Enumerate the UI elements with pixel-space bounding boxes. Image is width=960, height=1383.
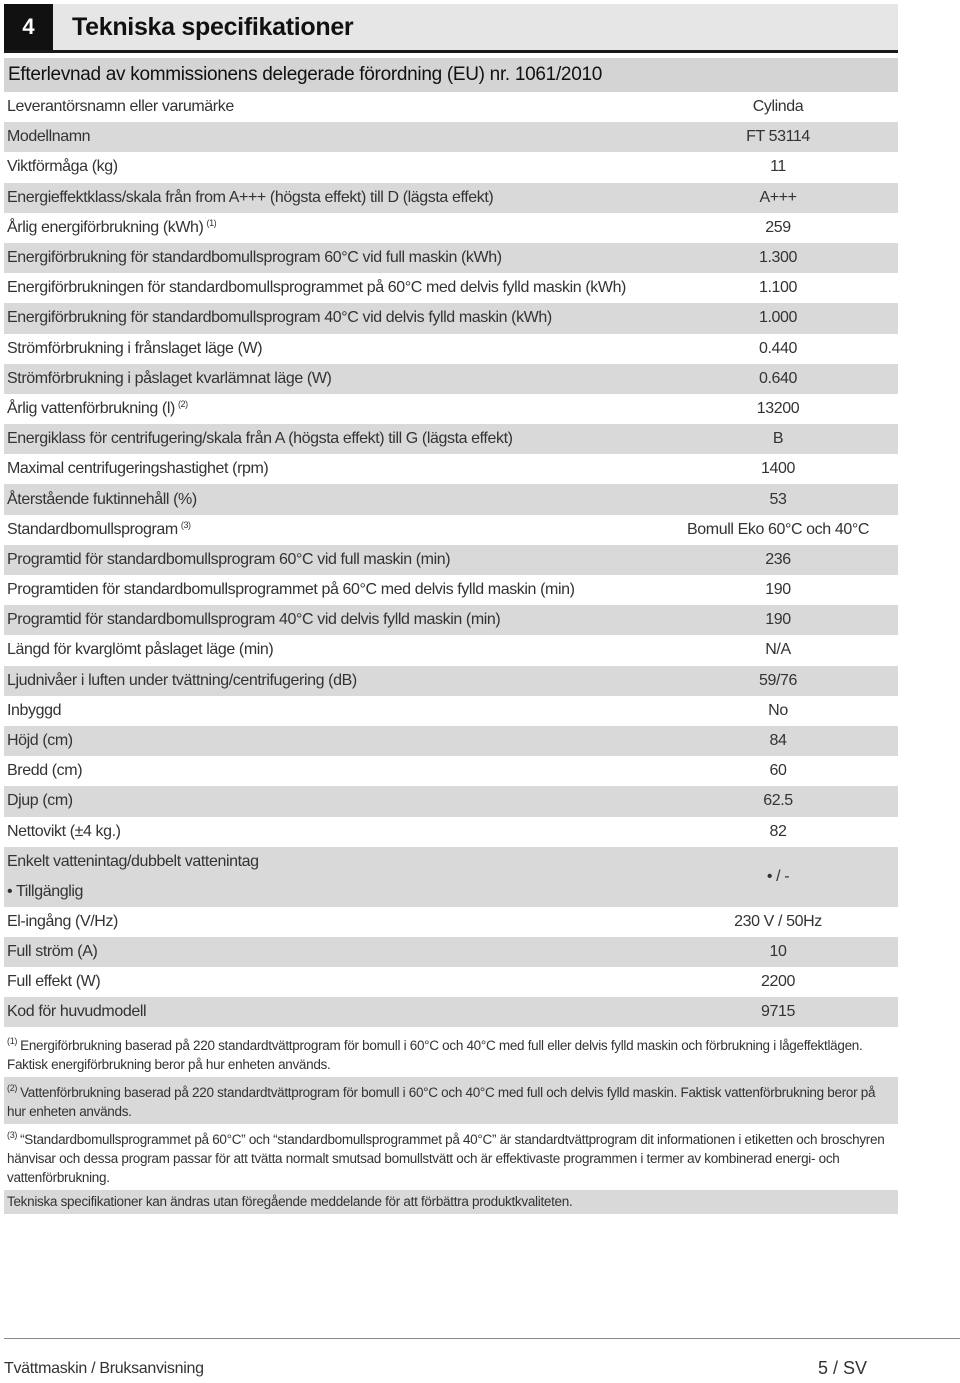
- footnote: [4, 1077, 898, 1124]
- spec-row: [4, 817, 898, 847]
- spec-label: [4, 98, 658, 116]
- footnote-marker: (2): [7, 1083, 18, 1094]
- spec-label: [4, 249, 658, 267]
- spec-label: [4, 762, 658, 780]
- spec-label: [4, 581, 658, 599]
- spec-value: 1.300: [758, 249, 798, 267]
- spec-label: [4, 279, 658, 297]
- footnote-marker: (3): [7, 1130, 18, 1141]
- spec-label: [4, 973, 658, 991]
- spec-label-line: Enkelt vattenintag/dubbelt vattenintag: [7, 852, 259, 870]
- spec-row: [4, 635, 898, 665]
- spec-label-text: Djup (cm): [7, 792, 73, 810]
- spec-value: 1.100: [758, 279, 798, 297]
- spec-value: 0.640: [758, 369, 798, 387]
- footnote: [4, 1124, 898, 1190]
- spec-row: [4, 726, 898, 756]
- spec-row: [4, 424, 898, 454]
- footnote-marker: (1): [7, 1036, 18, 1047]
- footnote-ref: (3): [180, 520, 191, 531]
- spec-row: [4, 183, 898, 213]
- spec-sublabel: • Tillgänglig: [7, 882, 84, 900]
- footer-page-number: 5 / SV: [818, 1358, 868, 1378]
- footnote: [4, 1190, 898, 1214]
- spec-row: [4, 847, 898, 907]
- spec-label-text: Maximal centrifugeringshastighet (rpm): [7, 460, 269, 478]
- spec-row: [4, 394, 898, 424]
- spec-label: [4, 847, 658, 907]
- chapter-header: [4, 4, 898, 53]
- spec-label-text: Programtid för standardbomullsprogram 40°C vid delvis fylld maskin (min): [7, 611, 501, 629]
- spec-label-text: Viktförmåga (kg): [7, 158, 118, 176]
- spec-label-text: Energiförbrukning för standardbomullsprogram 60°C vid full maskin (kWh): [7, 249, 502, 267]
- spec-label: [4, 340, 658, 358]
- spec-row: [4, 605, 898, 635]
- footnote-text: Energiförbrukning baserad på 220 standardtvättprogram för bomull i 60°C och 40°C med full eller delvis fylld maskin och förbrukning i lågeffektlägen. Faktisk energiförbrukning beror på hur enheten används.: [7, 1038, 863, 1073]
- spec-value: • / -: [766, 867, 790, 885]
- spec-value: 0.440: [758, 339, 798, 357]
- spec-value: 1.000: [758, 309, 798, 327]
- regulation-banner: Efterlevnad av kommissionens delegerade förordning (EU) nr. 1061/2010: [4, 58, 898, 92]
- spec-label-text: Kod för huvudmodell: [7, 1003, 147, 1021]
- spec-label: [4, 732, 658, 750]
- spec-row: [4, 575, 898, 605]
- spec-row: [4, 454, 898, 484]
- spec-label-text: Energieffektklass/skala från from A+++ (högsta effekt) till D (lägsta effekt): [7, 188, 494, 206]
- chapter-title: Tekniska specifikationer: [72, 13, 354, 41]
- spec-value: B: [772, 430, 784, 448]
- footnote-ref: (1): [206, 218, 217, 229]
- spec-value: 9715: [761, 1003, 795, 1021]
- spec-row: [4, 364, 898, 394]
- spec-label: [4, 309, 658, 327]
- footnote-text: “Standardbomullsprogrammet på 60°C” och “standardbomullsprogrammet på 40°C” är standardtvättprogram dit informationen i etiketten och broschyren hänvisar och dessa program passar för att tvätta normalt smutsad bomullstvätt och är effektivaste programmen i termer av kombinerad energi- och vattenförbrukning.: [7, 1132, 885, 1186]
- spec-row: [4, 967, 898, 997]
- spec-value: A+++: [759, 188, 797, 206]
- spec-label: [4, 158, 658, 176]
- spec-row: [4, 907, 898, 937]
- spec-label: [4, 491, 658, 509]
- spec-value: 2200: [761, 973, 795, 991]
- spec-table: [4, 58, 898, 1214]
- spec-value: 59/76: [758, 671, 798, 689]
- spec-label: [4, 672, 658, 690]
- spec-rows: [4, 92, 898, 1027]
- spec-value: 230 V / 50Hz: [734, 912, 822, 930]
- footnote: [4, 1030, 898, 1077]
- spec-label-text: Återstående fuktinnehåll (%): [7, 490, 197, 508]
- spec-row: [4, 545, 898, 575]
- spec-label-text: El-ingång (V/Hz): [7, 912, 118, 930]
- spec-value: Bomull Eko 60°C och 40°C: [687, 520, 869, 538]
- spec-label: [4, 823, 658, 841]
- spec-label: [4, 913, 658, 931]
- spec-row: [4, 213, 898, 243]
- spec-label-text: Inbyggd: [7, 701, 62, 719]
- spec-row: [4, 152, 898, 182]
- spec-label-text: Strömförbrukning i påslaget kvarlämnat läge (W): [7, 369, 332, 387]
- spec-label-text: Nettovikt (±4 kg.): [7, 822, 121, 840]
- spec-value: 82: [769, 822, 787, 840]
- spec-label-text: Modellnamn: [7, 128, 91, 146]
- spec-label: [4, 520, 658, 539]
- spec-value: 84: [769, 732, 787, 750]
- spec-label: [4, 189, 658, 207]
- footer-divider: [4, 1338, 960, 1339]
- spec-value: No: [768, 701, 788, 719]
- spec-label: [4, 792, 658, 810]
- spec-label: [4, 641, 658, 659]
- spec-value: 259: [765, 218, 791, 236]
- spec-label-text: Strömförbrukning i frånslaget läge (W): [7, 339, 263, 357]
- spec-value: N/A: [765, 641, 791, 659]
- spec-label-text: Standardbomullsprogram: [7, 521, 178, 539]
- spec-row: [4, 334, 898, 364]
- spec-row: [4, 756, 898, 786]
- footer-manual-title: Tvättmaskin / Bruksanvisning: [4, 1360, 204, 1377]
- spec-value: 1400: [761, 460, 795, 478]
- spec-value: 190: [765, 611, 791, 629]
- spec-label: [4, 611, 658, 629]
- spec-label: [4, 943, 658, 961]
- spec-row: [4, 303, 898, 333]
- spec-value: 53: [769, 490, 787, 508]
- spec-row: [4, 484, 898, 514]
- spec-row: [4, 786, 898, 816]
- spec-row: [4, 122, 898, 152]
- footnote-text: Tekniska specifikationer kan ändras utan föregående meddelande för att förbättra produktkvaliteten.: [7, 1194, 573, 1210]
- spec-label: [4, 430, 658, 448]
- spec-row: [4, 937, 898, 967]
- spec-value: 236: [765, 550, 791, 568]
- spec-label-text: Programtiden för standardbomullsprogrammet på 60°C med delvis fylld maskin (min): [7, 581, 575, 599]
- spec-label-text: Leverantörsnamn eller varumärke: [7, 98, 234, 116]
- spec-label-text: Full effekt (W): [7, 973, 101, 991]
- spec-label: [4, 218, 658, 237]
- spec-label: [4, 128, 658, 146]
- spec-label-text: Längd för kvarglömt påslaget läge (min): [7, 641, 274, 659]
- spec-label-text: Höjd (cm): [7, 732, 73, 750]
- spec-label: [4, 551, 658, 569]
- spec-value: 10: [769, 942, 787, 960]
- spec-label-text: Programtid för standardbomullsprogram 60°C vid full maskin (min): [7, 550, 451, 568]
- spec-label: [4, 370, 658, 388]
- spec-label-text: Energiförbrukning för standardbomullsprogram 40°C vid delvis fylld maskin (kWh): [7, 309, 552, 327]
- spec-value: 190: [765, 581, 791, 599]
- spec-label-text: Full ström (A): [7, 942, 98, 960]
- spec-value: 62.5: [763, 792, 793, 810]
- spec-row: [4, 273, 898, 303]
- spec-row: [4, 997, 898, 1027]
- spec-value: FT 53114: [746, 128, 810, 146]
- spec-label: [4, 702, 658, 720]
- spec-value: 60: [769, 762, 787, 780]
- footnote-ref: (2): [177, 399, 188, 410]
- spec-label: [4, 1003, 658, 1021]
- spec-row: [4, 666, 898, 696]
- spec-value: Cylinda: [752, 98, 804, 116]
- spec-value: 13200: [756, 399, 800, 417]
- spec-value: 11: [770, 158, 786, 176]
- spec-label-text: Årlig energiförbrukning (kWh): [7, 219, 204, 237]
- footnotes: [4, 1030, 898, 1214]
- spec-label-text: Årlig vattenförbrukning (l): [7, 400, 175, 418]
- spec-label: [4, 460, 658, 478]
- footnote-text: Vattenförbrukning baserad på 220 standardtvättprogram för bomull i 60°C och 40°C med full och delvis fylld maskin. Faktisk vattenförbrukning beror på hur enheten används.: [7, 1085, 876, 1120]
- spec-label: [4, 399, 658, 418]
- spec-label-text: Ljudnivåer i luften under tvättning/centrifugering (dB): [7, 671, 357, 689]
- spec-label-text: Energiklass för centrifugering/skala från A (högsta effekt) till G (lägsta effekt): [7, 430, 513, 448]
- spec-row: [4, 696, 898, 726]
- chapter-number: 4: [4, 4, 53, 50]
- spec-label-text: Energiförbrukningen för standardbomullsprogrammet på 60°C med delvis fylld maskin (kWh): [7, 279, 626, 297]
- spec-row: [4, 92, 898, 122]
- spec-label-text: Bredd (cm): [7, 762, 83, 780]
- spec-row: [4, 243, 898, 273]
- spec-row: [4, 515, 898, 545]
